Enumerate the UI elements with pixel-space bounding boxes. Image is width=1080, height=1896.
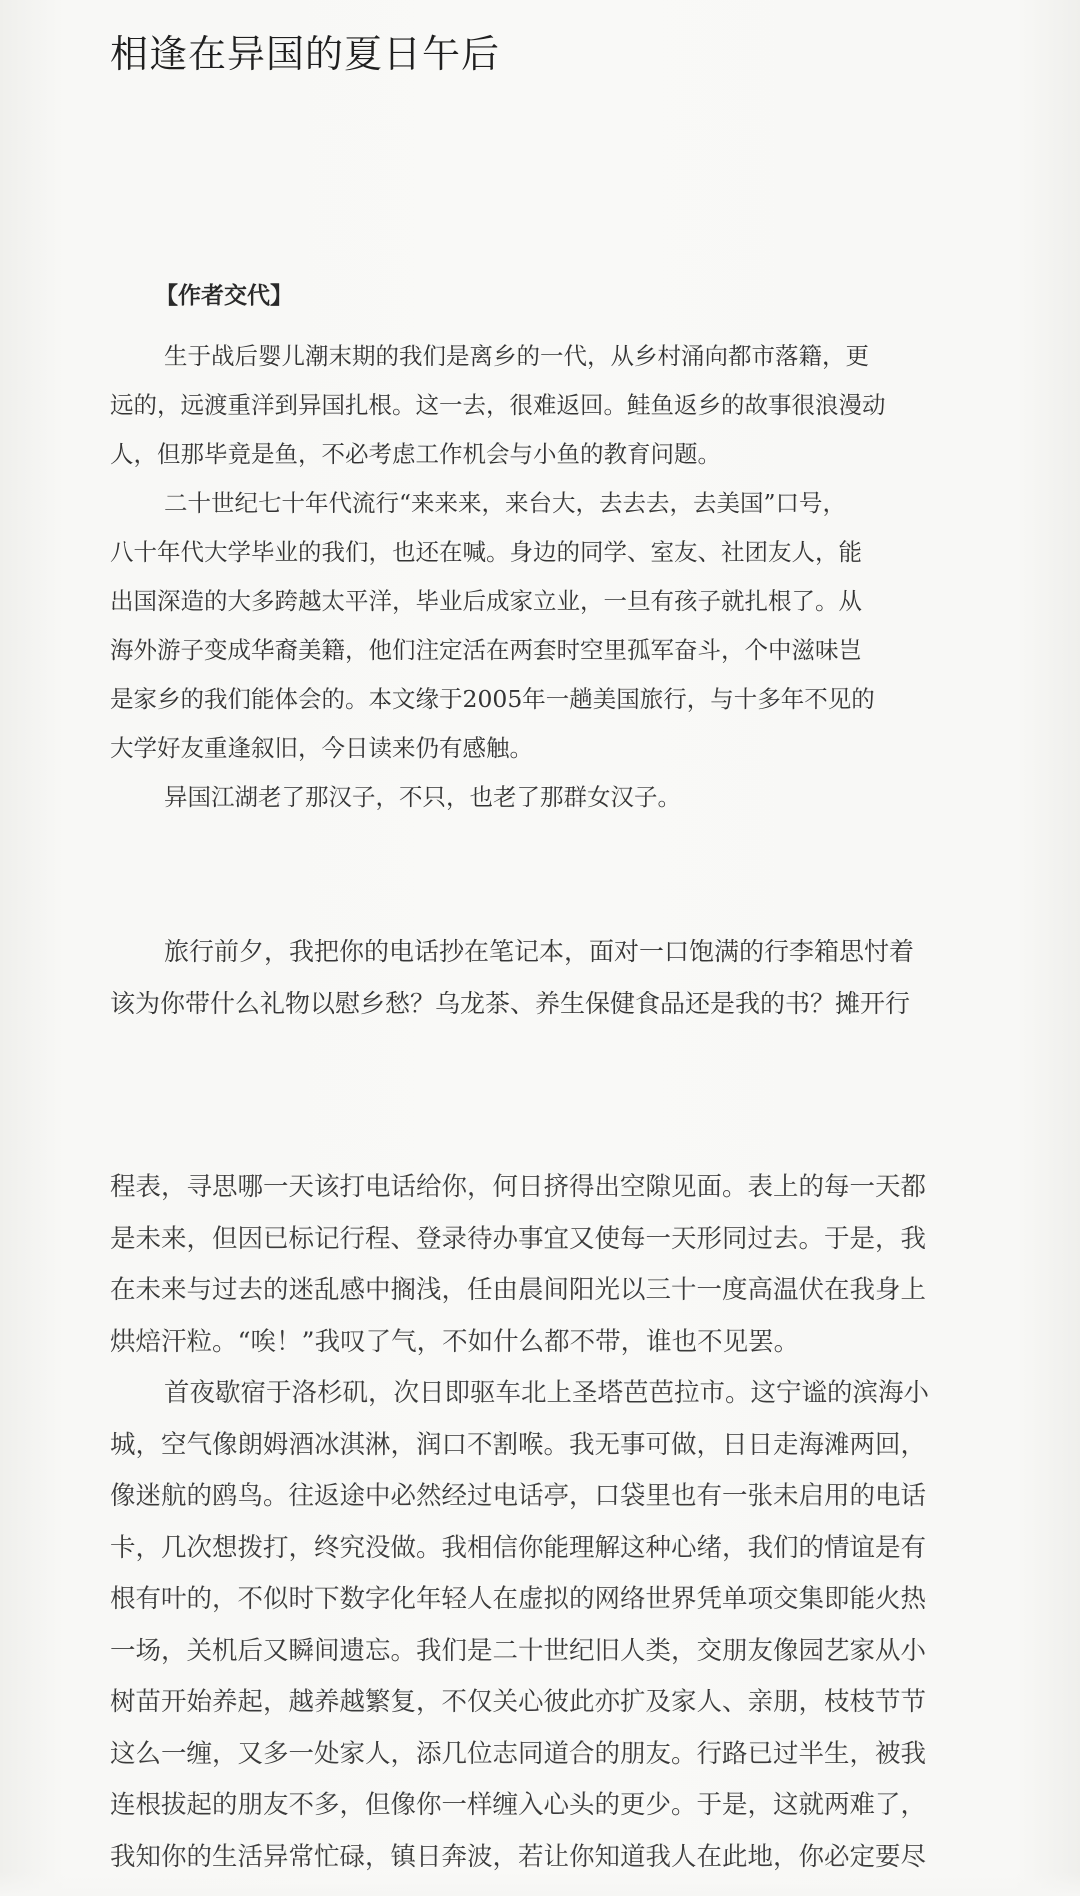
page-bottom-fade <box>0 1872 1080 1896</box>
body-text-block-2 <box>110 1162 990 1883</box>
body-line: 这么一缠，又多一处家人，添几位志同道合的朋友。行路已过半生，被我 <box>110 1738 927 1769</box>
author-note-line: 海外游子变成华裔美籍，他们注定活在两套时空里孤军奋斗，个中滋味岂 <box>110 636 862 664</box>
chapter-title: 相逢在异国的夏日午后 <box>110 32 501 76</box>
body-line: 该为你带什么礼物以慰乡愁？乌龙茶、养生保健食品还是我的书？摊开行 <box>110 989 911 1018</box>
author-note <box>110 332 970 822</box>
body-line: 卡，几次想拨打，终究没做。我相信你能理解这种心绪，我们的情谊是有 <box>110 1532 927 1563</box>
body-line: 是未来，但因已标记行程、登录待办事宜又使每一天形同过去。于是，我 <box>110 1223 927 1254</box>
author-note-line: 远的，远渡重洋到异国扎根。这一去，很难返回。鲑鱼返乡的故事很浪漫动 <box>110 391 886 419</box>
body-line: 城，空气像朗姆酒冰淇淋，润口不割喉。我无事可做，日日走海滩两回， <box>110 1429 927 1460</box>
body-line: 烘焙汗粒。“唉！”我叹了气，不如什么都不带，谁也不见罢。 <box>110 1326 800 1357</box>
author-note-line: 异国江湖老了那汉子，不只，也老了那群女汉子。 <box>164 783 681 811</box>
intro-heading: 【作者交代】 <box>155 282 293 309</box>
author-note-line: 大学好友重逢叙旧，今日读来仍有感触。 <box>110 734 533 762</box>
body-line: 首夜歇宿于洛杉矶，次日即驱车北上圣塔芭芭拉市。这宁谧的滨海小 <box>164 1378 930 1408</box>
author-note-line: 是家乡的我们能体会的。本文缘于2005年一趟美国旅行，与十多年不见的 <box>110 685 875 713</box>
body-line: 树苗开始养起，越养越繁复，不仅关心彼此亦扩及家人、亲朋，枝枝节节 <box>110 1687 927 1717</box>
body-line: 在未来与过去的迷乱感中搁浅，任由晨间阳光以三十一度高温伏在我身上 <box>110 1275 927 1305</box>
body-line: 我知你的生活异常忙碌，镇日奔波，若让你知道我人在此地，你必定要尽 <box>110 1841 927 1872</box>
body-line: 程表，寻思哪一天该打电话给你，何日挤得出空隙见面。表上的每一天都 <box>110 1172 927 1202</box>
body-text-block-1 <box>110 926 970 1030</box>
body-line: 根有叶的，不似时下数字化年轻人在虚拟的网络世界凭单项交集即能火热 <box>110 1584 927 1614</box>
author-note-line: 人，但那毕竟是鱼，不必考虑工作机会与小鱼的教育问题。 <box>110 440 721 468</box>
author-note-line: 生于战后婴儿潮末期的我们是离乡的一代，从乡村涌向都市落籍，更 <box>164 342 869 370</box>
author-note-line: 二十世纪七十年代流行“来来来，来台大，去去去，去美国”口号， <box>164 489 847 517</box>
author-note-line: 出国深造的大多跨越太平洋，毕业后成家立业，一旦有孩子就扎根了。从 <box>110 587 862 615</box>
body-line: 像迷航的鸥鸟。往返途中必然经过电话亭，口袋里也有一张未启用的电话 <box>110 1481 927 1511</box>
body-line: 旅行前夕，我把你的电话抄在笔记本，面对一口饱满的行李箱思忖着 <box>164 937 915 966</box>
body-line: 连根拔起的朋友不多，但像你一样缠入心头的更少。于是，这就两难了， <box>110 1790 927 1820</box>
author-note-line: 八十年代大学毕业的我们，也还在喊。身边的同学、室友、社团友人，能 <box>110 538 862 566</box>
body-line: 一场，关机后又瞬间遗忘。我们是二十世纪旧人类，交朋友像园艺家从小 <box>110 1635 927 1666</box>
